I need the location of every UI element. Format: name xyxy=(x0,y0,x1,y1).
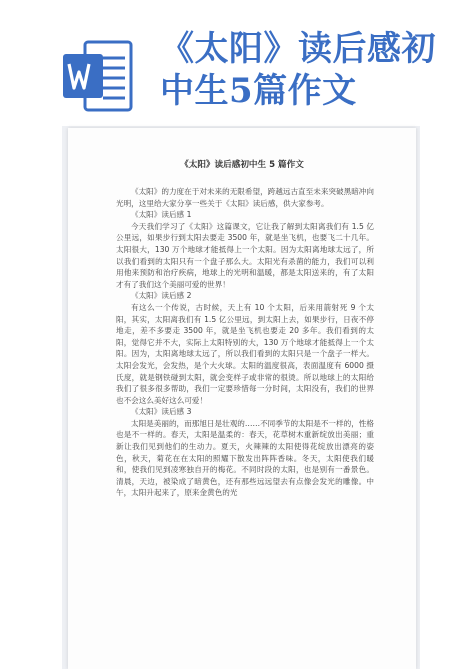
banner-title xyxy=(160,28,460,112)
banner-title-line-2: 中生5篇作文 xyxy=(160,71,357,111)
section-3-paragraph: 太阳是美丽的，而那旭日是壮观的……不同季节的太阳是不一样的，性格也是不一样的。春天，太阳是温柔的：春天，花草树木重新绽放出美丽；重新让我们见到他们的生动力。夏天，火辣辣的太阳使得花绽放出漂亮的姿色，秋天，菊花在在太阳的照耀下散发出阵阵香味。冬天，太阳使我们暖和，使我们见到凌寒独自开的梅花。不同时段的太阳，也是别有一番景色。清晨，天边，被染成了暗黄色，还有那些远远望去有点像会发光的雕像。中午，太阳升起来了，原来金黄色的光 xyxy=(116,418,374,498)
section-2-paragraph: 有这么一个传说，古时候，天上有 10 个太阳，后来用箭射死 9 个太阳，其实，太阳离我们有 1.5 亿公里远，到太阳上去，如果步行，日夜不停地走，差不多要走 3500 年，就是坐飞机也要走 20 多年。我们看到的太阳，觉得它并不大，实际上太阳特别的大，130 万个地球才能抵得上一个太阳。因为，太阳离地球太远了，所以我们看到的太阳只是一个盘子一样大。太阳会发光，会发热，是个大火球。太阳的温度很高，表面温度有 6000 摄氏度，就是钢铁碰到太阳，就会变样子或非常的很烫。所以地球上的太阳给我们了很多很多帮助，我们一定要珍惜每一分时间，太阳没有，我们的世界也不会这么美好这么可爱！ xyxy=(116,302,374,405)
banner xyxy=(0,0,474,122)
document-title: 《太阳》读后感初中生 5 篇作文 xyxy=(180,160,304,170)
intro-paragraph: 《太阳》的力度在于对未来的无限希望，跨越远古直至未来突破黑暗冲向光明，这里给大家分享一些关于《太阳》读后感，供大家参考。 xyxy=(116,187,374,208)
section-heading-3: 《太阳》读后感 3 xyxy=(131,407,192,417)
section-heading-2: 《太阳》读后感 2 xyxy=(131,291,192,301)
section-heading-1: 《太阳》读后感 1 xyxy=(131,210,192,220)
document-page xyxy=(68,128,416,669)
banner-title-line-1: 《太阳》读后感初 xyxy=(160,29,436,69)
document-body xyxy=(116,186,374,499)
word-document-icon xyxy=(63,40,133,114)
section-1-paragraph: 今天我们学习了《太阳》这篇课文，它让我了解到太阳离我们有 1.5 亿公里远，如果步行到太阳去要走 3500 年，就是坐飞机，也要飞二十几年。太阳很大，130 万个地球才能抵得上一个太阳。因为太阳离地球太远了，所以我们看到的太阳只有一个盘子那么大。太阳光有杀菌的能力，我们可以利用他来预防和治疗疾病，地球上的光明和温暖，都是太阳送来的，有了太阳才有了我们这个美丽可爱的世界！ xyxy=(116,221,374,289)
